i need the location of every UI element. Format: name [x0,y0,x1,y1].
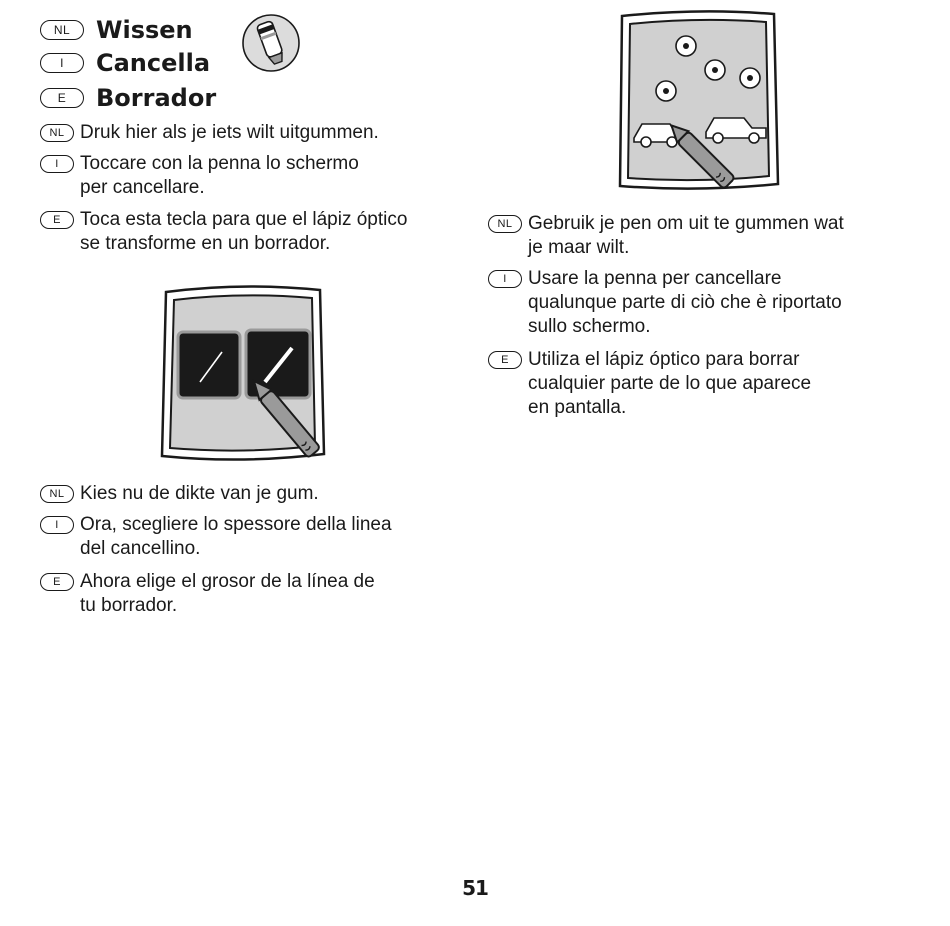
thickness-e-text: Ahora elige el grosor de la línea de tu borrador. [80,571,375,616]
erase-i [488,267,842,339]
thickness-i-text: Ora, scegliere lo spessore della linea del cancellino. [80,514,392,559]
intro-e-text: Toca esta tecla para que el lápiz óptico se transforme en un borrador. [80,209,408,254]
lang-badge-e: E [488,351,522,369]
intro-nl [40,121,379,145]
lang-badge-i: I [40,516,74,534]
lang-badge-nl: NL [40,20,84,40]
lang-badge-e: E [40,88,84,108]
eraser-thickness-screen-illustration [152,282,332,474]
lang-badge-nl: NL [40,124,74,142]
drawing-screen-illustration [614,8,784,194]
intro-nl-text: Druk hier als je iets wilt uitgummen. [80,122,379,143]
lang-badge-i: I [488,270,522,288]
thickness-nl [40,482,319,506]
intro-i [40,152,359,200]
lang-badge-e: E [40,211,74,229]
lang-badge-i: I [40,53,84,73]
intro-e [40,208,407,256]
erase-e-text: Utiliza el lápiz óptico para borrar cualquier parte de lo que aparece en pantalla. [528,349,812,418]
lang-badge-i: I [40,155,74,173]
erase-e [488,348,811,420]
title-nl-text: Wissen [96,16,193,44]
title-e [40,84,216,112]
thickness-i [40,513,392,561]
thickness-e [40,570,375,618]
erase-i-text: Usare la penna per cancellare qualunque parte di ciò che è riportato sullo schermo. [528,268,842,337]
title-e-text: Borrador [96,84,217,112]
page-number: 51 [462,876,488,900]
intro-i-text: Toccare con la penna lo schermo per cancellare. [80,153,359,198]
erase-nl [488,212,844,260]
erase-nl-text: Gebruik je pen om uit te gummen wat je maar wilt. [528,213,844,258]
title-nl [40,16,193,44]
title-i [40,49,210,77]
title-i-text: Cancella [96,49,211,77]
lang-badge-nl: NL [488,215,522,233]
lang-badge-e: E [40,573,74,591]
eraser-pen-icon [240,12,302,74]
thickness-nl-text: Kies nu de dikte van je gum. [80,483,319,504]
lang-badge-nl: NL [40,485,74,503]
